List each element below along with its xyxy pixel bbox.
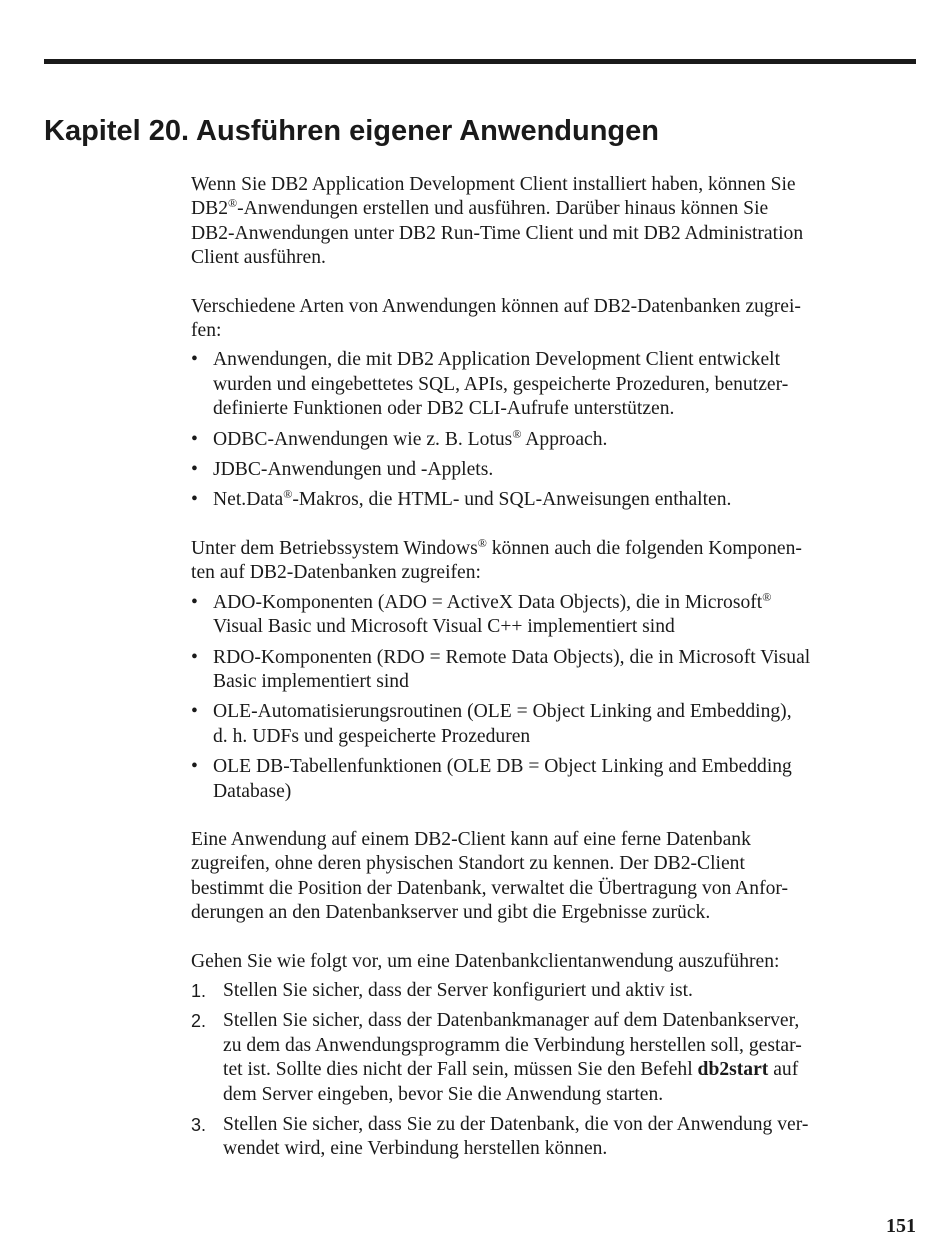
windows-components-list [191,591,911,804]
chapter-body [191,173,911,1162]
list-item: • ODBC-Anwendungen wie z. B. Lotus® Approach. [191,428,911,452]
bullet-mark: • [191,489,198,511]
bullet-mark: • [191,591,198,613]
bullet-mark: • [191,646,198,668]
list-item: • OLE DB-Tabellenfunktionen (OLE DB = Object Linking and Embedding Database) [191,756,792,802]
application-types-list [191,348,911,512]
step-item: 2. Stellen Sie sicher, dass der Datenbankmanager auf dem Datenbankserver, zu dem das Anwendungsprogramm die Verbindung herstellen soll, gestar- tet ist. Sollte dies nicht der Fall sein, müssen Sie den Befehl db2start auf dem Server eingeben, bevor Sie die Anwendung starten. [191,1010,802,1105]
list-item: • ADO-Komponenten (ADO = ActiveX Data Objects), die in Microsoft® Visual Basic und Microsoft Visual C++ implementiert sind [191,589,772,638]
list-item: • OLE-Automatisierungsroutinen (OLE = Object Linking and Embedding), d. h. UDFs und gespeicherte Prozeduren [191,701,792,747]
page-number: 151 [886,1215,916,1237]
step-number: 3. [191,1115,207,1135]
step-number: 1. [191,980,207,1001]
registered-mark: ® [512,426,522,441]
bullet-mark: • [191,701,198,723]
bullet-mark: • [191,756,198,778]
windows-components-lead: Unter dem Betriebssystem Windows® können auch die folgenden Komponen- ten auf DB2-Datenbanken zugreifen: [191,535,802,584]
registered-mark: ® [762,589,772,604]
list-item: • Net.Data®-Makros, die HTML- und SQL-Anweisungen enthalten. [191,488,911,512]
bullet-mark: • [191,459,198,481]
chapter-title: Kapitel 20. Ausführen eigener Anwendungen [44,115,659,147]
step-item: 1. Stellen Sie sicher, dass der Server konfiguriert und aktiv ist. [191,979,911,1003]
bullet-mark: • [191,349,198,371]
step-number: 2. [191,1011,207,1032]
steps-list [191,979,911,1162]
registered-mark: ® [228,196,238,211]
list-item: • RDO-Komponenten (RDO = Remote Data Objects), die in Microsoft Visual Basic implementiert sind [191,646,811,692]
application-types-lead: Verschiedene Arten von Anwendungen können auf DB2-Datenbanken zugrei- fen: [191,295,801,342]
remote-access-paragraph: Eine Anwendung auf einem DB2-Client kann auf eine ferne Datenbank zugreifen, ohne deren physischen Standort zu kennen. Der DB2-Client bestimmt die Position der Datenbank, verwaltet die Übertragung von Anfor- derungen an den Datenbankserver und gibt die Ergebnisse zurück. [191,828,789,924]
list-item: • JDBC-Anwendungen und -Applets. [191,458,911,482]
list-item: • Anwendungen, die mit DB2 Application Development Client entwickelt wurden und eingebettetes SQL, APIs, gespeicherte Prozeduren, benutzer- definierte Funktionen oder DB2 CLI-Aufrufe unterstützen. [191,349,789,420]
header-rule [44,59,916,64]
step-item: 3. Stellen Sie sicher, dass Sie zu der Datenbank, die von der Anwendung ver- wendet wird, eine Verbindung herstellen können. [191,1114,809,1160]
bullet-mark: • [191,428,198,450]
registered-mark: ® [283,487,293,502]
steps-lead: Gehen Sie wie folgt vor, um eine Datenbankclientanwendung auszuführen: [191,950,780,972]
intro-paragraph: Wenn Sie DB2 Application Development Client installiert haben, können Sie DB2®-Anwendungen erstellen und ausführen. Darüber hinaus können Sie DB2-Anwendungen unter DB2 Run-Time Client und mit DB2 Administration Client ausführen. [191,174,804,269]
registered-mark: ® [477,535,487,550]
command-db2start: db2start [697,1059,769,1081]
